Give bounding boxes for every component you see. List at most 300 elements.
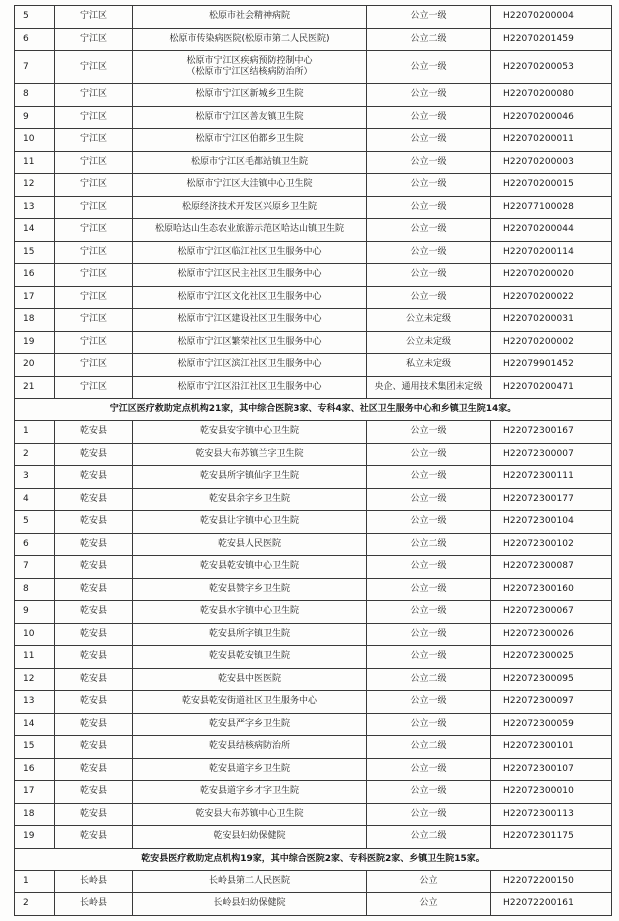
institution-type-cell	[367, 421, 491, 444]
district-cell-text: 宁江区	[79, 156, 107, 167]
row-number	[15, 736, 55, 759]
institution-code-cell-text: H22070200003	[503, 156, 574, 167]
district-cell-text: 宁江区	[79, 269, 107, 280]
institution-name-cell	[133, 28, 367, 51]
institution-code-cell	[491, 466, 612, 489]
institution-type-cell-text: 公立一级	[410, 61, 447, 72]
institution-code-cell	[491, 51, 612, 84]
institution-name-cell	[133, 196, 367, 219]
district-cell-text: 乾安县	[79, 741, 107, 752]
institution-type-cell-text: 公立未定级	[405, 336, 451, 347]
institution-name-cell-text: 松原市宁江区文化社区卫生服务中心	[177, 291, 322, 302]
institution-type-cell-text: 公立一级	[410, 224, 447, 235]
row-number-text: 19	[23, 336, 35, 347]
institution-code-cell	[491, 174, 612, 197]
district-cell	[55, 354, 133, 377]
district-cell	[55, 106, 133, 129]
district-cell	[55, 623, 133, 646]
table-row	[15, 196, 612, 219]
institution-code-cell	[491, 623, 612, 646]
section-summary: 乾安县医疗救助定点机构19家，其中综合医院2家、专科医院2家、乡镇卫生院15家。	[15, 848, 612, 870]
institution-type-cell	[367, 466, 491, 489]
table-row	[15, 309, 612, 332]
institution-code-cell	[491, 511, 612, 534]
institution-code-cell-text: H22072300113	[503, 808, 574, 819]
institution-type-cell-text: 公立一级	[410, 471, 447, 482]
institution-name-cell	[133, 443, 367, 466]
institution-name-cell-text: 乾安县道字乡才字卫生院	[199, 786, 299, 797]
district-cell-text: 乾安县	[79, 583, 107, 594]
institution-type-cell	[367, 331, 491, 354]
institution-name-cell	[133, 691, 367, 714]
institution-code-cell	[491, 601, 612, 624]
district-cell	[55, 601, 133, 624]
institution-type-cell-text: 公立一级	[410, 628, 447, 639]
institution-code-cell	[491, 713, 612, 736]
institution-type-cell-text: 公立一级	[410, 696, 447, 707]
institution-name-cell-text: 乾安县严字乡卫生院	[208, 718, 290, 729]
row-number	[15, 803, 55, 826]
institution-type-cell	[367, 106, 491, 129]
institution-code-cell-text: H22070200044	[503, 224, 574, 235]
row-number	[15, 826, 55, 849]
district-cell-text: 宁江区	[79, 224, 107, 235]
institution-code-cell-text: H22072300095	[503, 673, 574, 684]
institution-code-cell-text: H22072300010	[503, 786, 574, 797]
institution-code-cell	[491, 129, 612, 152]
district-cell	[55, 174, 133, 197]
institution-name-cell-text: 松原市宁江区建设社区卫生服务中心	[177, 314, 322, 325]
row-number	[15, 488, 55, 511]
institution-name-cell	[133, 331, 367, 354]
institution-code-cell	[491, 488, 612, 511]
row-number	[15, 174, 55, 197]
institution-name-cell-text: 松原市宁江区民主社区卫生服务中心	[177, 269, 322, 280]
institution-code-cell-text: H22072300111	[503, 471, 574, 482]
institution-code-cell	[491, 241, 612, 264]
institution-type-cell-text: 公立二级	[410, 33, 447, 44]
institution-code-cell-text: H22070200020	[503, 269, 574, 280]
district-cell-text: 乾安县	[79, 426, 107, 437]
institution-name-cell	[133, 668, 367, 691]
institution-type-cell	[367, 129, 491, 152]
district-cell	[55, 331, 133, 354]
district-cell	[55, 646, 133, 669]
district-cell	[55, 6, 133, 29]
district-cell	[55, 28, 133, 51]
institution-type-cell	[367, 601, 491, 624]
institution-code-cell-text: H22072300097	[503, 696, 574, 707]
institution-code-cell-text: H22072300104	[503, 516, 574, 527]
institution-code-cell-text: H22072300007	[503, 448, 574, 459]
district-cell-text: 宁江区	[79, 179, 107, 190]
table-row	[15, 533, 612, 556]
institution-name-cell-text: 乾安县余字乡卫生院	[208, 493, 290, 504]
institution-type-cell	[367, 713, 491, 736]
table-row	[15, 28, 612, 51]
institution-code-cell	[491, 196, 612, 219]
table-row	[15, 781, 612, 804]
institution-name-cell	[133, 736, 367, 759]
district-cell	[55, 736, 133, 759]
institution-type-cell	[367, 781, 491, 804]
row-number-text: 19	[23, 831, 35, 842]
institution-code-cell	[491, 870, 612, 893]
row-number	[15, 354, 55, 377]
institution-code-cell	[491, 781, 612, 804]
table-row	[15, 421, 612, 444]
district-cell-text: 乾安县	[79, 516, 107, 527]
row-number	[15, 870, 55, 893]
row-number-text: 11	[23, 651, 35, 662]
district-cell	[55, 443, 133, 466]
institution-name-cell-text: 松原市社会精神病院	[208, 11, 290, 22]
row-number-text: 8	[23, 89, 29, 100]
institution-type-cell-text: 公立一级	[410, 11, 447, 22]
table-row	[15, 331, 612, 354]
institution-code-cell-text: H22072300177	[503, 493, 574, 504]
institution-name-cell-text: 乾安县所字镇卫生院	[208, 628, 290, 639]
row-number	[15, 421, 55, 444]
table-row	[15, 151, 612, 174]
row-number-text: 1	[23, 426, 29, 437]
institution-code-cell	[491, 826, 612, 849]
institution-type-cell	[367, 556, 491, 579]
district-cell-text: 乾安县	[79, 471, 107, 482]
institution-name-cell-text: 乾安县道字乡卫生院	[208, 763, 290, 774]
district-cell-text: 乾安县	[79, 786, 107, 797]
row-number	[15, 376, 55, 399]
table-row	[15, 264, 612, 287]
table-row	[15, 6, 612, 29]
institution-name-cell	[133, 578, 367, 601]
row-number-text: 7	[23, 61, 29, 72]
institution-code-cell-text: H22072301175	[503, 831, 574, 842]
institution-type-cell-text: 公立一级	[410, 426, 447, 437]
institution-code-cell-text: H22070200002	[503, 336, 574, 347]
row-number	[15, 28, 55, 51]
institution-type-cell	[367, 533, 491, 556]
institution-name-cell	[133, 826, 367, 849]
district-cell	[55, 578, 133, 601]
district-cell	[55, 309, 133, 332]
district-cell-text: 宁江区	[79, 33, 107, 44]
table-row	[15, 376, 612, 399]
row-number	[15, 309, 55, 332]
institution-type-cell	[367, 286, 491, 309]
table-row	[15, 174, 612, 197]
row-number-text: 20	[23, 359, 35, 370]
row-number-text: 17	[23, 786, 35, 797]
institution-name-cell	[133, 893, 367, 916]
district-cell-text: 乾安县	[79, 538, 107, 549]
institution-name-cell-text: 松原哈达山生态农业旅游示范区哈达山镇卫生院	[154, 224, 344, 235]
institution-name-cell	[133, 781, 367, 804]
district-cell	[55, 264, 133, 287]
institution-type-cell-text: 公立一级	[410, 718, 447, 729]
table-row	[15, 601, 612, 624]
table-row	[15, 736, 612, 759]
row-number-text: 14	[23, 718, 35, 729]
institution-code-cell-text: H22070200471	[503, 381, 574, 392]
institution-code-cell	[491, 331, 612, 354]
row-number-text: 16	[23, 269, 35, 280]
institution-name-cell	[133, 758, 367, 781]
institution-type-cell	[367, 6, 491, 29]
institution-type-cell	[367, 376, 491, 399]
row-number	[15, 286, 55, 309]
row-number-text: 6	[23, 33, 29, 44]
institution-name-cell-text: 乾安县乾安镇卫生院	[208, 651, 290, 662]
table-row	[15, 466, 612, 489]
district-cell	[55, 286, 133, 309]
row-number-text: 5	[23, 516, 29, 527]
institution-name-cell-text: 乾安县让字镇中心卫生院	[199, 516, 299, 527]
institution-type-cell	[367, 826, 491, 849]
table-row	[15, 758, 612, 781]
district-cell	[55, 758, 133, 781]
table-row	[15, 488, 612, 511]
row-number-text: 12	[23, 673, 35, 684]
institution-type-cell	[367, 309, 491, 332]
district-cell	[55, 781, 133, 804]
row-number-text: 7	[23, 561, 29, 572]
institution-code-cell-text: H22072300087	[503, 561, 574, 572]
row-number-text: 17	[23, 291, 35, 302]
institution-name-cell	[133, 309, 367, 332]
institution-code-cell	[491, 646, 612, 669]
institution-name-cell-text: 乾安县妇幼保健院	[213, 831, 286, 842]
district-cell-text: 长岭县	[79, 898, 107, 909]
institution-type-cell	[367, 84, 491, 107]
institution-name-cell-text: 松原市宁江区繁荣社区卫生服务中心	[177, 336, 322, 347]
institution-name-cell	[133, 129, 367, 152]
institution-name-cell	[133, 533, 367, 556]
district-cell-text: 宁江区	[79, 134, 107, 145]
row-number-text: 10	[23, 628, 35, 639]
institution-code-cell	[491, 736, 612, 759]
district-cell-text: 乾安县	[79, 651, 107, 662]
institution-code-cell-text: H22072300067	[503, 606, 574, 617]
row-number	[15, 578, 55, 601]
institution-code-cell	[491, 691, 612, 714]
row-number	[15, 668, 55, 691]
row-number-text: 8	[23, 583, 29, 594]
institution-name-cell-text: 乾安县大布苏镇兰字卫生院	[195, 448, 304, 459]
summary-row	[15, 848, 612, 870]
table-row	[15, 646, 612, 669]
table-row	[15, 84, 612, 107]
institution-code-cell-text: H22072300025	[503, 651, 574, 662]
institution-name-cell	[133, 286, 367, 309]
row-number-text: 13	[23, 696, 35, 707]
summary-row	[15, 399, 612, 421]
institution-name-cell-text: 松原市宁江区滨江社区卫生服务中心	[177, 359, 322, 370]
district-cell	[55, 826, 133, 849]
institution-name-cell	[133, 51, 367, 84]
institution-name-cell-text: 松原市宁江区善友镇卫生院	[195, 111, 304, 122]
row-number	[15, 241, 55, 264]
table-row	[15, 826, 612, 849]
table-row	[15, 691, 612, 714]
institution-name-cell-text: 松原市宁江区伯都乡卫生院	[195, 134, 304, 145]
institution-type-cell	[367, 623, 491, 646]
institution-name-cell	[133, 511, 367, 534]
institution-name-cell-text: 乾安县乾安街道社区卫生服务中心	[181, 696, 317, 707]
table-row	[15, 106, 612, 129]
row-number	[15, 106, 55, 129]
institution-code-cell	[491, 106, 612, 129]
district-cell-text: 乾安县	[79, 718, 107, 729]
institution-name-cell-text: 乾安县中医医院	[217, 673, 281, 684]
district-cell-text: 宁江区	[79, 291, 107, 302]
institution-name-cell	[133, 264, 367, 287]
institution-type-cell	[367, 151, 491, 174]
row-number	[15, 466, 55, 489]
row-number	[15, 6, 55, 29]
district-cell-text: 宁江区	[79, 89, 107, 100]
institution-code-cell	[491, 28, 612, 51]
institution-code-cell	[491, 556, 612, 579]
table-row	[15, 713, 612, 736]
institution-code-cell-text: H22070200053	[503, 61, 574, 72]
institution-name-cell	[133, 241, 367, 264]
row-number-text: 14	[23, 224, 35, 235]
institution-name-cell	[133, 151, 367, 174]
institution-code-cell	[491, 893, 612, 916]
institution-name-cell	[133, 219, 367, 242]
institution-type-cell-text: 公立一级	[410, 448, 447, 459]
institution-code-cell-text: H22079901452	[503, 359, 574, 370]
institution-type-cell	[367, 870, 491, 893]
institution-type-cell	[367, 196, 491, 219]
institution-type-cell-text: 央企、通用技术集团未定级	[374, 381, 483, 392]
institution-name-cell-text: 乾安县所字镇仙字卫生院	[199, 471, 299, 482]
district-cell	[55, 219, 133, 242]
district-cell-text: 乾安县	[79, 696, 107, 707]
institution-name-cell	[133, 174, 367, 197]
institution-type-cell-text: 公立一级	[410, 291, 447, 302]
district-cell	[55, 129, 133, 152]
row-number	[15, 51, 55, 84]
table-row	[15, 623, 612, 646]
institution-code-cell	[491, 264, 612, 287]
institution-code-cell-text: H22072300167	[503, 426, 574, 437]
row-number	[15, 511, 55, 534]
row-number-text: 13	[23, 201, 35, 212]
row-number	[15, 196, 55, 219]
table-row	[15, 668, 612, 691]
institution-type-cell	[367, 511, 491, 534]
institution-type-cell-text: 公立一级	[410, 89, 447, 100]
institution-code-cell	[491, 533, 612, 556]
row-number-text: 6	[23, 538, 29, 549]
institution-code-cell-text: H22070200022	[503, 291, 574, 302]
institution-type-cell-text: 公立一级	[410, 179, 447, 190]
institution-code-cell	[491, 803, 612, 826]
district-cell	[55, 870, 133, 893]
institution-type-cell-text: 公立一级	[410, 246, 447, 257]
institution-type-cell-text: 公立一级	[410, 583, 447, 594]
table-row	[15, 354, 612, 377]
district-cell-text: 宁江区	[79, 11, 107, 22]
institution-name-cell	[133, 488, 367, 511]
institution-code-cell-text: H22072300059	[503, 718, 574, 729]
institution-code-cell-text: H22070200015	[503, 179, 574, 190]
row-number	[15, 533, 55, 556]
institution-name-cell	[133, 354, 367, 377]
row-number-text: 15	[23, 246, 35, 257]
row-number	[15, 893, 55, 916]
institution-name-cell-text: 松原市传染病医院(松原市第二人民医院)	[169, 33, 330, 44]
row-number-text: 16	[23, 763, 35, 774]
institution-code-cell	[491, 309, 612, 332]
institution-name-cell-text: 长岭县第二人民医院	[208, 875, 290, 886]
institution-name-cell	[133, 421, 367, 444]
institution-type-cell-text: 公立一级	[410, 651, 447, 662]
institution-code-cell-text: H22070200046	[503, 111, 574, 122]
district-cell-text: 乾安县	[79, 606, 107, 617]
row-number	[15, 713, 55, 736]
institution-name-cell	[133, 376, 367, 399]
institution-code-cell-text: H22070200114	[503, 246, 574, 257]
institution-name-cell-text: 乾安县赞字乡卫生院	[208, 583, 290, 594]
institution-code-cell	[491, 286, 612, 309]
institution-code-cell-text: H22070200031	[503, 314, 574, 325]
institution-name-cell-text: 乾安县大布苏镇中心卫生院	[195, 808, 304, 819]
institution-type-cell-text: 公立二级	[410, 831, 447, 842]
institution-type-cell	[367, 803, 491, 826]
institution-type-cell	[367, 488, 491, 511]
institution-type-cell	[367, 264, 491, 287]
institution-name-cell	[133, 6, 367, 29]
institution-code-cell	[491, 354, 612, 377]
row-number	[15, 151, 55, 174]
institution-type-cell-text: 公立一级	[410, 156, 447, 167]
row-number	[15, 129, 55, 152]
district-cell	[55, 691, 133, 714]
institution-name-cell	[133, 556, 367, 579]
institution-type-cell-text: 公立一级	[410, 561, 447, 572]
row-number-text: 9	[23, 606, 29, 617]
district-cell	[55, 241, 133, 264]
row-number	[15, 84, 55, 107]
institution-name-cell-text: 松原市宁江区大洼镇中心卫生院	[186, 179, 313, 190]
institution-code-cell-text: H22072300101	[503, 741, 574, 752]
institution-code-cell	[491, 758, 612, 781]
row-number-text: 3	[23, 471, 29, 482]
institution-name-cell-text: 松原市宁江区新城乡卫生院	[195, 89, 304, 100]
row-number	[15, 443, 55, 466]
institution-type-cell-text: 公立二级	[410, 741, 447, 752]
institution-name-cell-text: 松原市宁江区疾病预防控制中心	[186, 56, 313, 66]
row-number-text: 12	[23, 179, 35, 190]
institution-type-cell-text: 公立	[419, 875, 438, 886]
institution-type-cell	[367, 668, 491, 691]
district-cell-text: 宁江区	[79, 111, 107, 122]
table-row	[15, 129, 612, 152]
district-cell	[55, 556, 133, 579]
institution-code-cell	[491, 84, 612, 107]
district-cell	[55, 84, 133, 107]
district-cell	[55, 488, 133, 511]
institution-name-line2: （松原市宁江区结核病防治所）	[186, 67, 313, 77]
row-number-text: 2	[23, 898, 29, 909]
institution-name-cell-text: 松原经济技术开发区兴原乡卫生院	[181, 201, 317, 212]
row-number-text: 1	[23, 875, 29, 886]
institution-code-cell-text: H22070200004	[503, 11, 574, 22]
institution-name-cell-text: 松原市宁江区临江社区卫生服务中心	[177, 246, 322, 257]
